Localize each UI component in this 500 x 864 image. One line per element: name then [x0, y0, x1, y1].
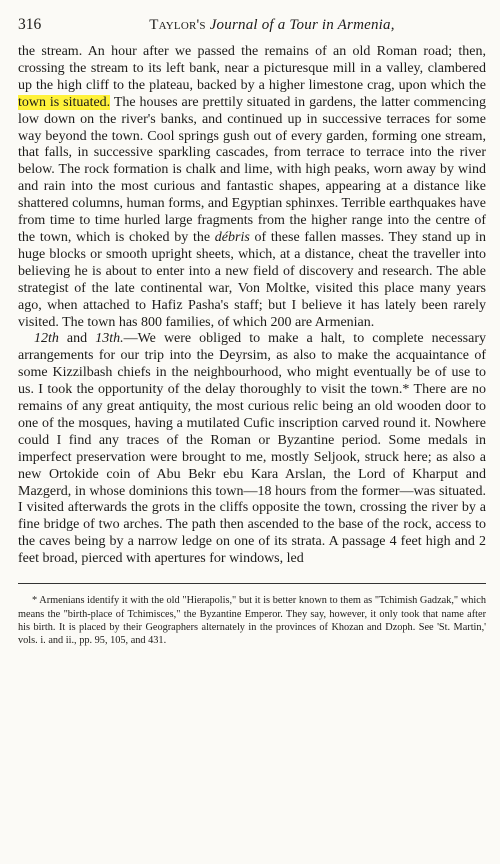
date-13th: 13th. [95, 331, 124, 347]
date-12th: 12th [34, 331, 59, 347]
footnote-divider [18, 583, 486, 584]
paragraph-1-part-c: of these fallen masses. They stand up in huge blocks or smooth upright sheets, which, at a distance, cheat the traveller into believing he is about to enter into a new field of discovery and research. The able strategist of the late continental war, Von Moltke, visited this place many years ago, when attached to Hafiz Pasha's staff; but I believe it has lately been rarely visited. The town has 800 families, of which 200 are Armenian. [18, 229, 487, 330]
highlighted-text[interactable]: town is situated. [18, 94, 111, 110]
paragraph-2 [18, 331, 486, 568]
running-title-author: Taylor's [149, 17, 206, 33]
paragraph-1-part-a: the stream. An hour after we passed the remains of an old Roman road; then, crossing the stream to its left bank, near a picturesque mill in a valley, clambered up the high cliff to the plateau, backed by a higher limestone crag, upon which the [18, 44, 486, 93]
page-number: 316 [18, 16, 42, 33]
running-title [58, 17, 486, 34]
paragraph-1 [18, 44, 486, 331]
running-header [18, 16, 486, 42]
paragraph-1-part-b: The houses are prettily situated in gardens, the latter commencing low down on the river's banks, and continued up in successive terraces for some way beyond the town. Cool springs gush out of every garden, forming one stream, that falls, in successive sparkling cascades, from terrace to terrace into the river below. The rock formation is chalk and lime, with high peaks, worn away by wind and rain into the most curious and fantastic shapes, appearing at a distance like shattered columns, human forms, and Egyptian sphinxes. Terrible earthquakes have from time to time hurled large fragments from the higher range into the centre of the town, which is choked by the [18, 94, 486, 245]
date-and: and [58, 331, 96, 347]
paragraph-2-text: —We were obliged to make a halt, to complete necessary arrangements for our trip into the Deyrsim, as also to make the acquaintance of some Kizzilbash chiefs in the neighbourhood, who might eventually be of use to us. I took the opportunity of the delay thoroughly to visit the town.* There are no remains of any great antiquity, the most curious relic being an old wooden door to one of the mosques, having a mutilated Cufic inscription carved round it. Nowhere could I find any traces of the Roman or Byzantine period. Some medals in imperfect preservation were brought to me, mostly Seljook, struck here; as also a new Ortokide coin of Abu Bekr ebu Kara Arslan, the Lord of Kharput and Mazgerd, in whose dominions this town—18 hours from the former—was situated. I visited afterwards the grots in the cliffs opposite the town, crossing the river by a fine bridge of two arches. The path then ascended to the base of the rock, access to the caves being by a narrow ledge on one of its strata. A passage 4 feet high and 2 feet broad, pierced with apertures for windows, led [18, 331, 487, 567]
main-text [18, 44, 486, 568]
footnote: * Armenians identify it with the old "Hierapolis," but it is better known to them as "Tchimish Gadzak," which means the "birth-place of Tchimisces," the Byzantine Emperor. They say, however, it only took that name after his birth. It is placed by their Geographers alternately in the provinces of Khozan and Dzoph. See 'St. Martin,' vols. i. and ii., pp. 95, 105, and 431. [18, 595, 486, 646]
paragraph-1-italic: débris [214, 229, 250, 245]
running-title-work: Journal of a Tour in Armenia, [209, 17, 395, 33]
